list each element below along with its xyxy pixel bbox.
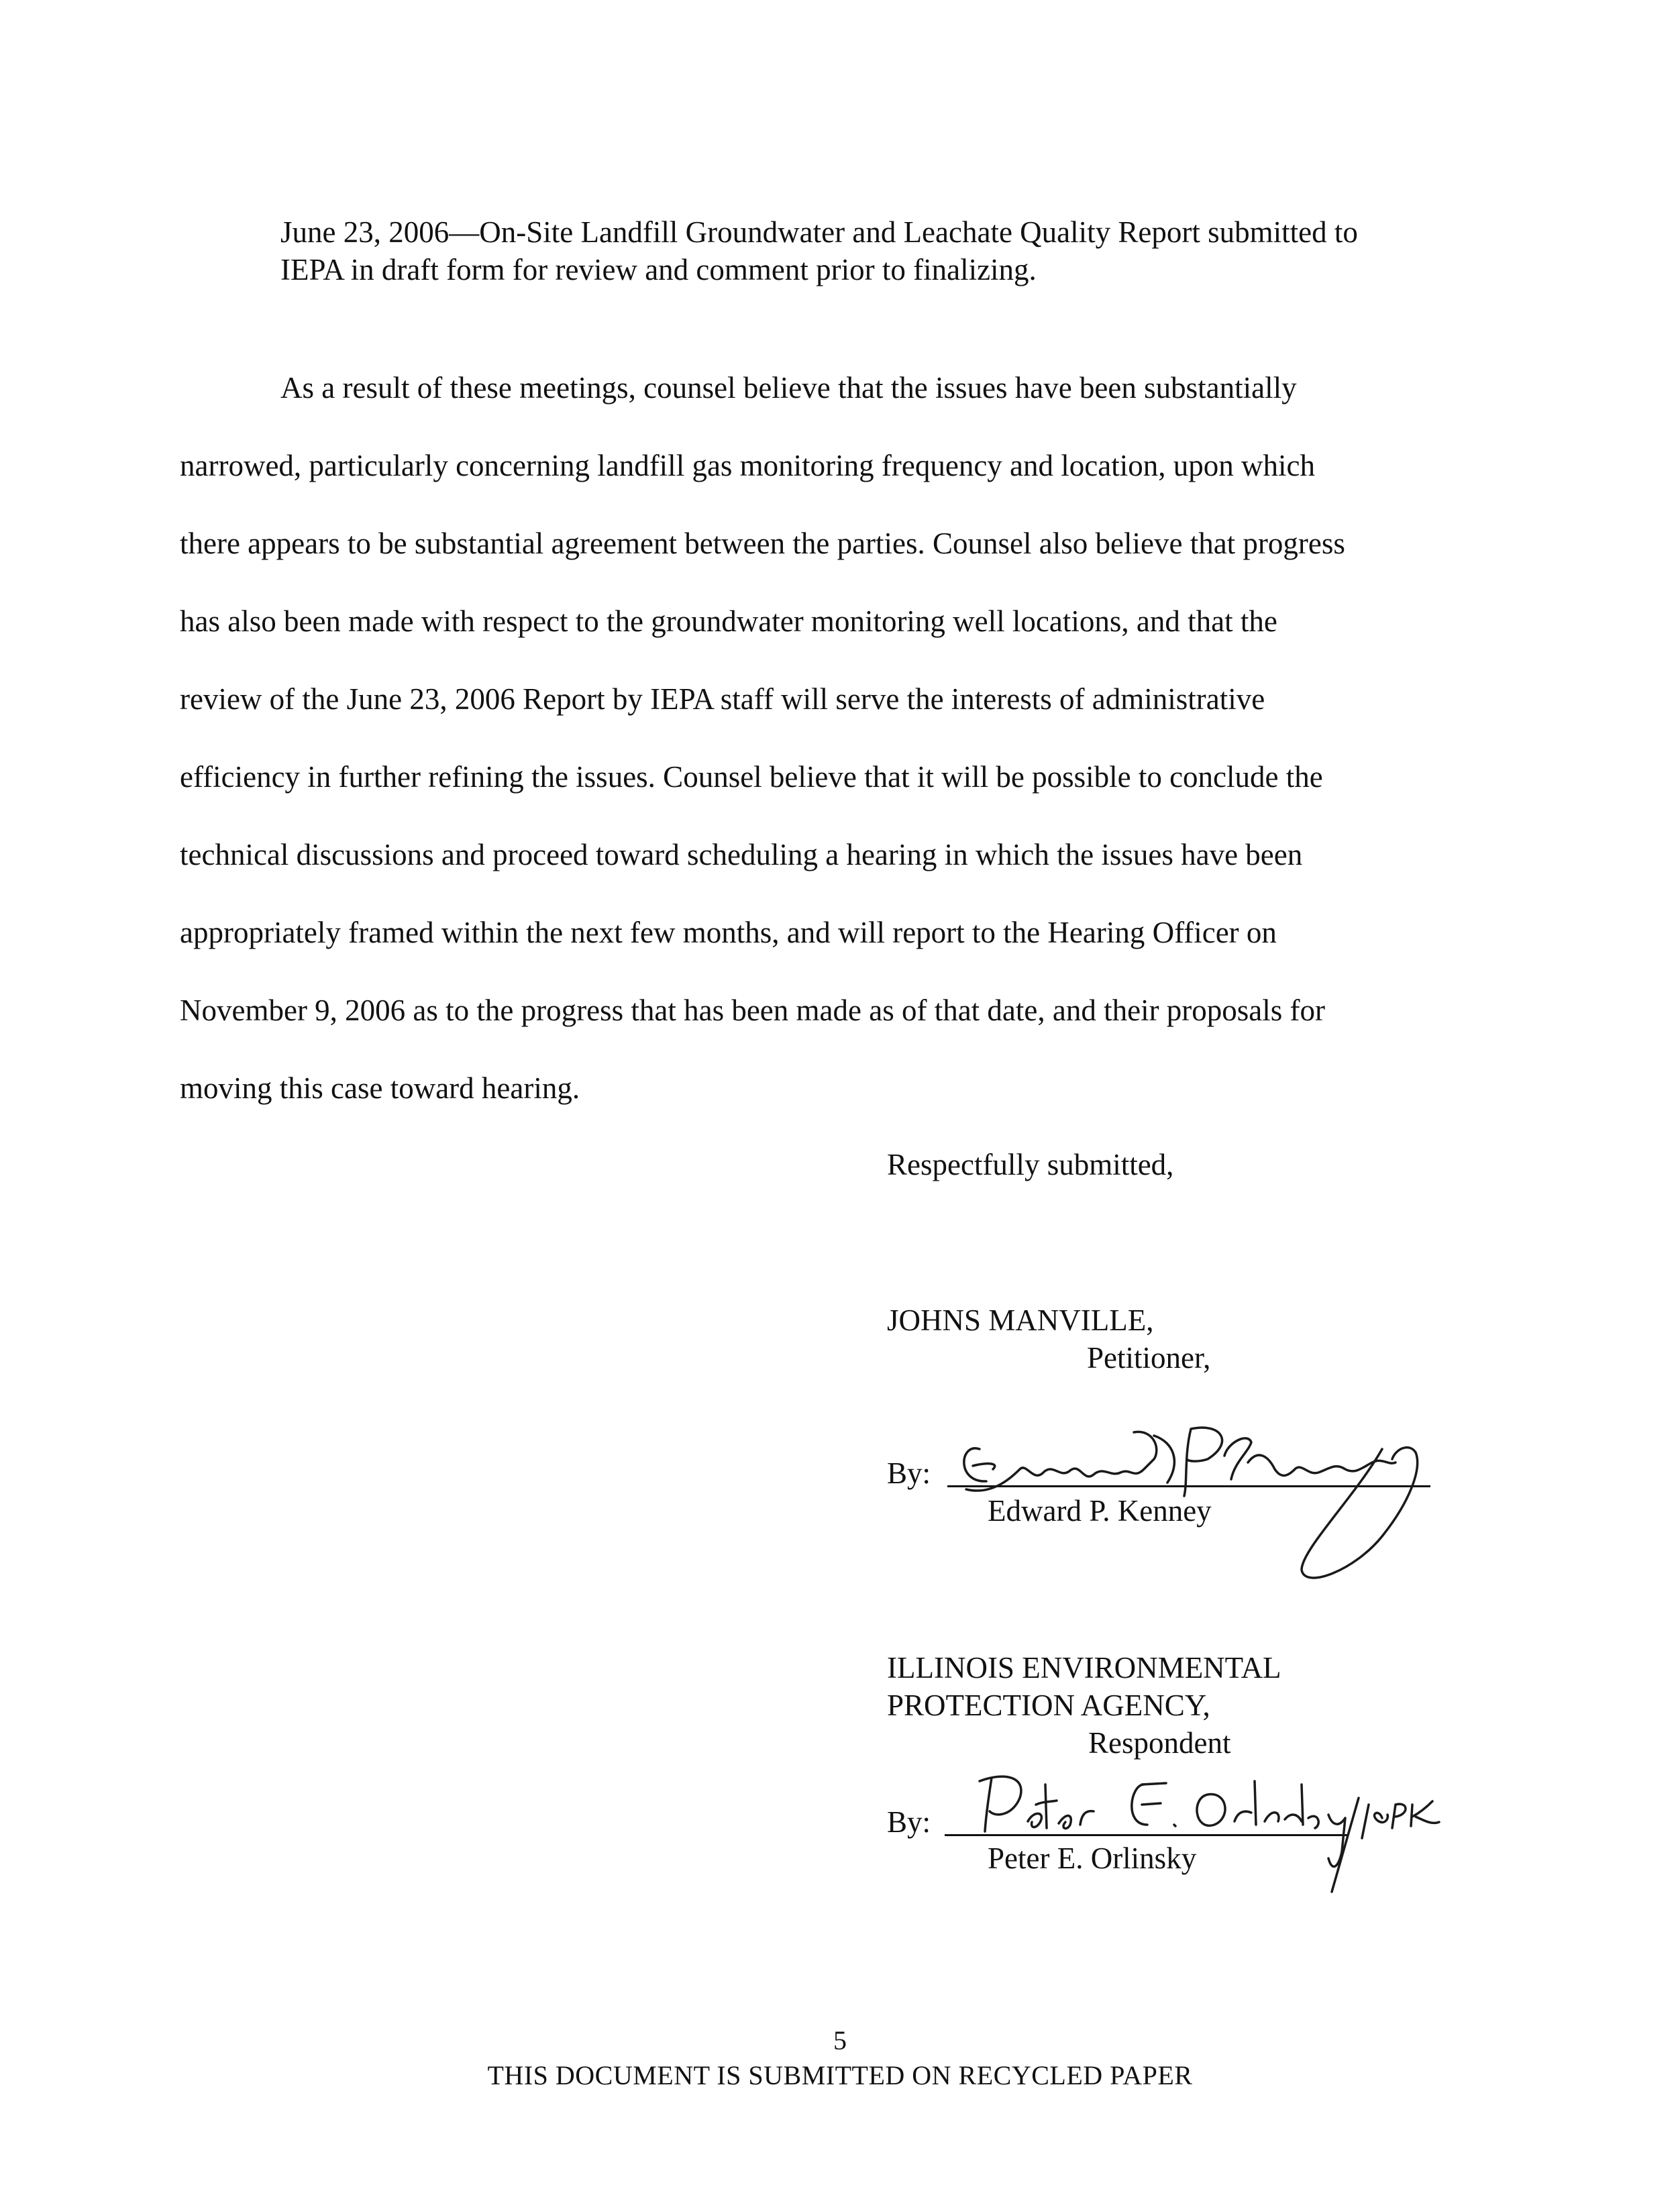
intro-line: June 23, 2006—On-Site Landfill Groundwater and Leachate Quality Report submitted to (280, 215, 1358, 249)
respondent-signer-name: Peter E. Orlinsky (988, 1842, 1197, 1875)
body-line: November 9, 2006 as to the progress that has been made as of that date, and their proposals for (180, 994, 1326, 1027)
body-line: there appears to be substantial agreement between the parties. Counsel also believe that progress (180, 527, 1345, 560)
footer-notice: THIS DOCUMENT IS SUBMITTED ON RECYCLED PAPER (487, 2060, 1193, 2090)
intro-paragraph (280, 213, 1528, 288)
petitioner-by-label: By: (887, 1456, 931, 1490)
petitioner-name: JOHNS MANVILLE, (887, 1303, 1154, 1337)
closing-text: Respectfully submitted, (887, 1148, 1174, 1181)
body-line: moving this case toward hearing. (180, 1071, 580, 1105)
body-line: narrowed, particularly concerning landfill gas monitoring frequency and location, upon which (180, 449, 1315, 482)
respondent-signature (966, 1758, 1449, 1912)
intro-line: IEPA in draft form for review and comment prior to finalizing. (280, 253, 1037, 286)
respondent-by-label: By: (887, 1805, 931, 1839)
respondent-role: Respondent (1088, 1726, 1231, 1760)
body-line: technical discussions and proceed toward scheduling a hearing in which the issues have been (180, 838, 1303, 871)
body-line: appropriately framed within the next few months, and will report to the Hearing Officer on (180, 916, 1277, 949)
body-line: review of the June 23, 2006 Report by IEPA staff will serve the interests of administrative (180, 682, 1265, 716)
body-paragraph (180, 369, 1522, 1147)
body-line: As a result of these meetings, counsel believe that the issues have been substantially (280, 371, 1297, 405)
petitioner-signer-name: Edward P. Kenney (988, 1494, 1212, 1528)
page-number: 5 (833, 2025, 847, 2056)
body-line: efficiency in further refining the issues. Counsel believe that it will be possible to conclude the (180, 760, 1323, 794)
respondent-name-line2: PROTECTION AGENCY, (887, 1689, 1210, 1722)
petitioner-role: Petitioner, (1087, 1341, 1211, 1375)
respondent-name-line1: ILLINOIS ENVIRONMENTAL (887, 1651, 1281, 1685)
body-line: has also been made with respect to the groundwater monitoring well locations, and that the (180, 604, 1277, 638)
